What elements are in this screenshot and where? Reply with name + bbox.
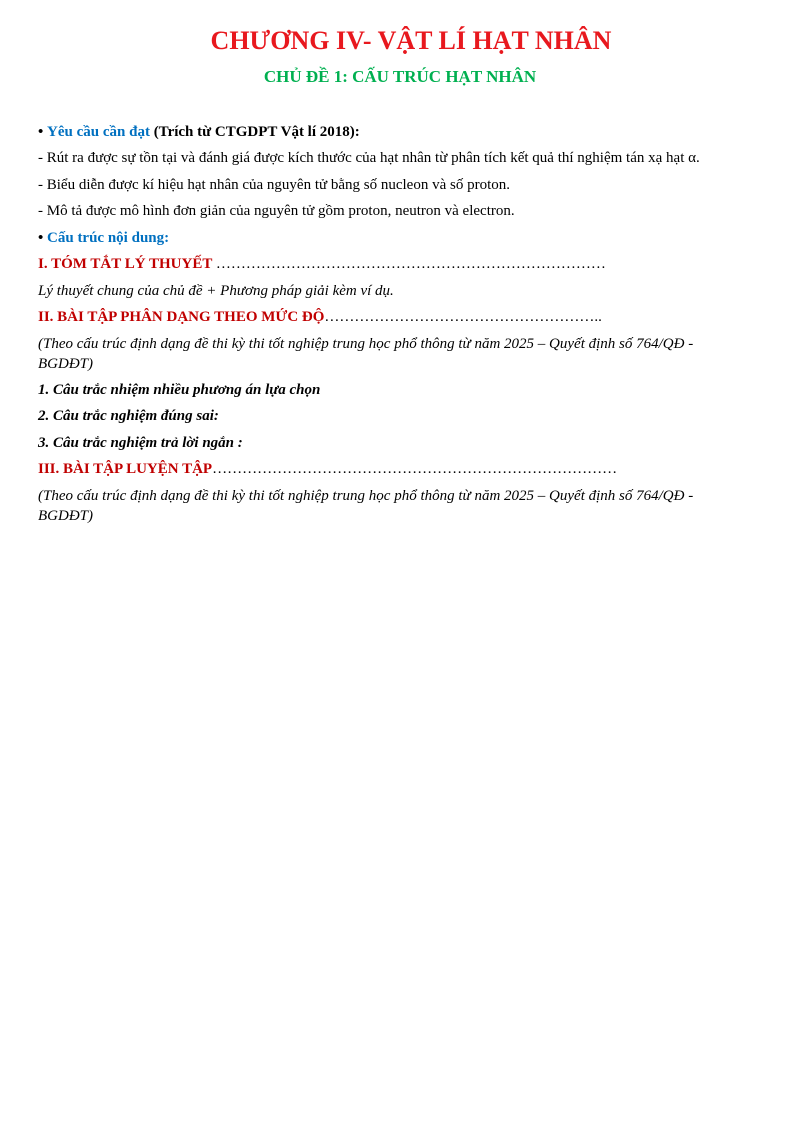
section-theory-note: Lý thuyết chung của chủ đề + Phương pháp giải kèm ví dụ.	[38, 283, 394, 299]
topic-title: CHỦ ĐỀ 1: CẤU TRÚC HẠT NHÂN	[263, 67, 537, 86]
section-exercises-heading: II. BÀI TẬP PHÂN DẠNG THEO MỨC ĐỘ	[38, 309, 325, 325]
requirements-label: Yêu cầu cần đạt	[47, 124, 150, 140]
section-theory-dots: ……………………………………………………………………	[215, 256, 606, 272]
question-type-item: 3. Câu trắc nghiệm trả lời ngắn :	[38, 435, 243, 451]
requirements-heading	[38, 122, 360, 142]
question-type-item: 1. Câu trắc nhiệm nhiều phương án lựa chọn	[38, 382, 321, 398]
section-practice-dots: ………………………………………………………………………	[212, 461, 618, 477]
section-exercises-dots: ………………………………………………..	[324, 309, 602, 325]
requirement-item: - Biểu diễn được kí hiệu hạt nhân của nguyên tử bằng số nucleon và số proton.	[38, 177, 511, 193]
requirement-item: - Mô tả được mô hình đơn giản của nguyên tử gồm proton, neutron và electron.	[38, 203, 515, 219]
section-exercises-heading-line	[38, 307, 602, 327]
content-structure-bullet: •	[38, 230, 44, 246]
section-theory-heading: I. TÓM TẮT LÝ THUYẾT	[38, 256, 216, 272]
section-practice-heading: III. BÀI TẬP LUYỆN TẬP	[38, 461, 213, 477]
content-structure-heading	[38, 228, 169, 248]
requirement-item: - Rút ra được sự tồn tại và đánh giá được kích thước của hạt nhân từ phân tích kết quả thí nghiệm tán xạ hạt α.	[38, 150, 700, 166]
question-type-item: 2. Câu trắc nghiệm đúng sai:	[38, 408, 219, 424]
section-theory-heading-line	[38, 254, 606, 274]
chapter-title: CHƯƠNG IV- VẬT LÍ HẠT NHÂN	[210, 26, 612, 55]
requirements-bullet: •	[38, 124, 44, 140]
content-structure-label: Cấu trúc nội dung:	[47, 230, 170, 246]
section-practice-note: (Theo cấu trúc định dạng đề thi kỳ thi tốt nghiệp trung học phổ thông từ năm 2025 – Quyết định số 764/QĐ - BGDĐT)	[38, 488, 694, 524]
section-practice-heading-line	[38, 459, 617, 479]
requirements-source: (Trích từ CTGDPT Vật lí 2018):	[153, 124, 360, 140]
section-exercises-note: (Theo cấu trúc định dạng đề thi kỳ thi tốt nghiệp trung học phổ thông từ năm 2025 – Quyết định số 764/QĐ - BGDĐT)	[38, 336, 694, 372]
